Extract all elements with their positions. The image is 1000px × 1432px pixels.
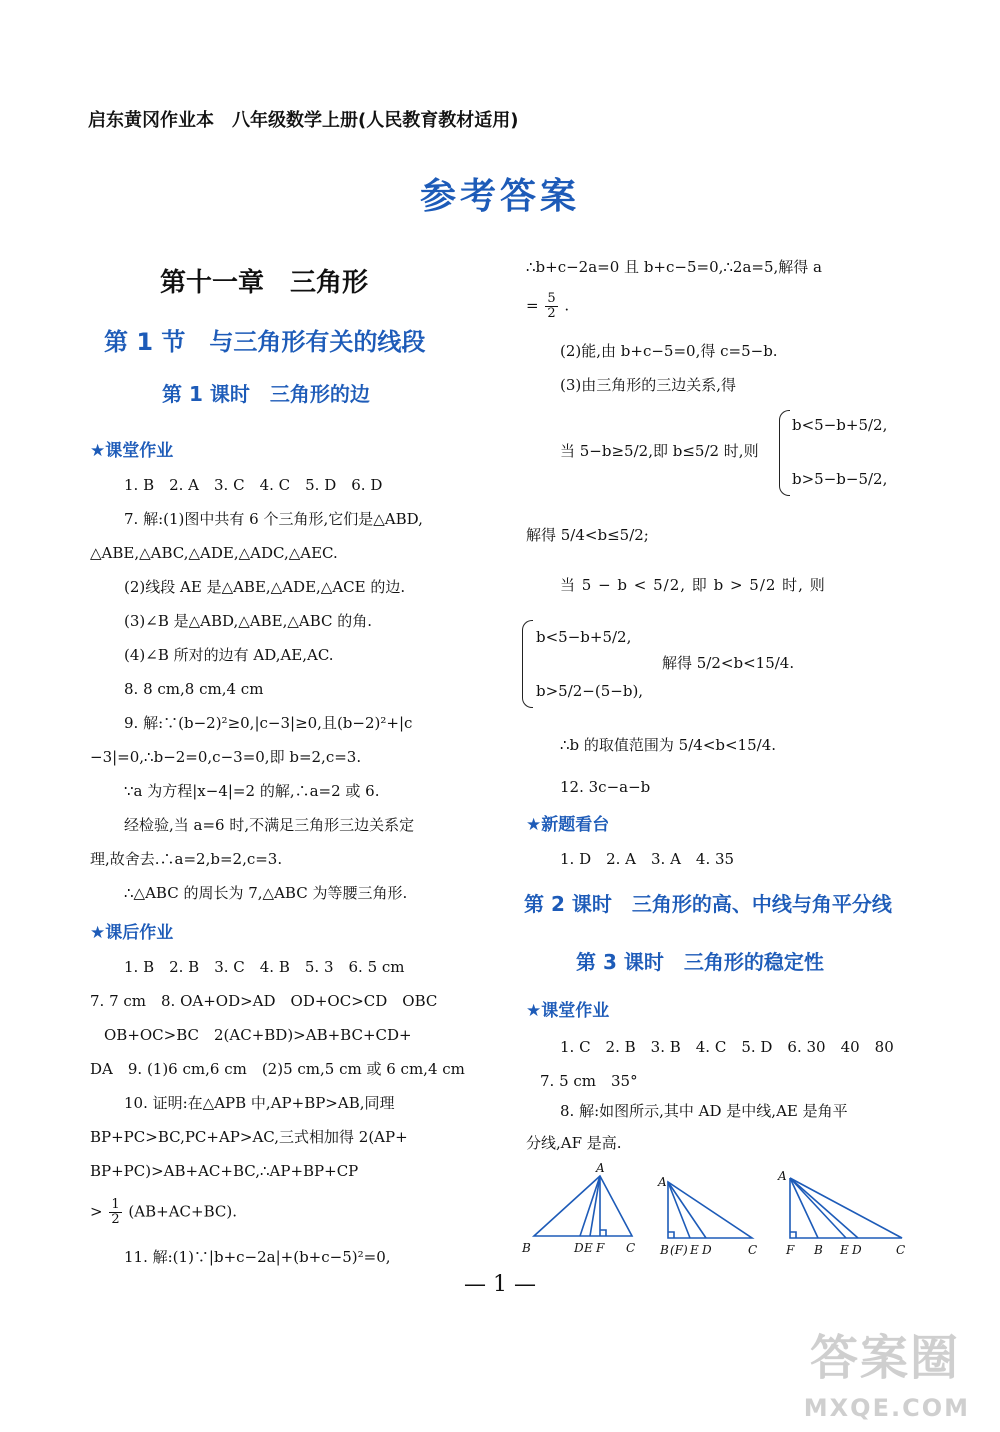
answer-line: 7. 7 cm 8. OA+OD>AD OD+OC>CD OBC [90, 992, 438, 1010]
answer-line: (4)∠B 所对的边有 AD,AE,AC. [124, 646, 334, 664]
answer-line: 8. 解:如图所示,其中 AD 是中线,AE 是角平 [560, 1102, 848, 1120]
svg-text:E: E [584, 1241, 593, 1255]
answer-line: 1. B 2. B 3. C 4. B 5. 3 6. 5 cm [124, 958, 405, 976]
answer-line: 当 5 − b < 5/2, 即 b > 5/2 时, 则 [560, 576, 826, 594]
inequality-line: b>5/2−(5−b), [536, 682, 644, 700]
book-header: 启东黄冈作业本 八年级数学上册(人民教育教材适用) [88, 110, 519, 131]
inequality-line: b<5−b+5/2, [536, 628, 632, 646]
svg-text:E: E [840, 1243, 849, 1257]
page-number: — 1 — [464, 1272, 536, 1297]
answer-line: 10. 证明:在△APB 中,AP+BP>AB,同理 [124, 1094, 395, 1112]
svg-text:D: D [574, 1241, 584, 1255]
svg-text:D: D [702, 1243, 712, 1257]
answer-line: 9. 解:∵(b−2)²≥0,|c−3|≥0,且(b−2)²+|c [124, 714, 413, 732]
answer-line: 经检验,当 a=6 时,不满足三角形三边关系定 [124, 816, 415, 834]
answer-line: = $\frac{5}{2}$ . [526, 291, 570, 321]
answer-line: 当 5−b≥5/2,即 b≤5/2 时,则 [560, 442, 759, 460]
answer-line: 1. D 2. A 3. A 4. 35 [560, 850, 735, 868]
triangle-figure-3 [776, 1166, 910, 1260]
svg-text:A: A [658, 1175, 667, 1189]
answer-line: 解得 5/2<b<15/4. [662, 654, 795, 672]
subsection-heading: ★课堂作业 [526, 1001, 610, 1021]
answer-line: (2)线段 AE 是△ABE,△ADE,△ACE 的边. [124, 578, 406, 596]
answer-line: OB+OC>BC 2(AC+BD)>AB+BC+CD+ [104, 1026, 412, 1044]
svg-text:C: C [748, 1243, 758, 1257]
answer-line: 1. C 2. B 3. B 4. C 5. D 6. 30 40 80 [560, 1038, 894, 1056]
svg-text:F: F [786, 1243, 795, 1257]
answer-line: 解得 5/4<b≤5/2; [526, 526, 649, 544]
triangle-figure-2 [656, 1172, 766, 1260]
answer-line: (3)∠B 是△ABD,△ABE,△ABC 的角. [124, 612, 373, 630]
lesson-heading: 第 2 课时 三角形的高、中线与角平分线 [524, 892, 892, 916]
answer-line: ∴b 的取值范围为 5/4<b<15/4. [560, 736, 777, 754]
page-title: 参考答案 [419, 176, 580, 217]
svg-text:(F): (F) [670, 1243, 688, 1257]
subsection-heading: ★课后作业 [90, 923, 174, 943]
answer-line: △ABE,△ABC,△ADE,△ADC,△AEC. [90, 544, 338, 562]
subsection-heading: ★课堂作业 [90, 441, 174, 461]
answer-line: −3|=0,∴b−2=0,c−3=0,即 b=2,c=3. [90, 748, 362, 766]
answer-line: (2)能,由 b+c−5=0,得 c=5−b. [560, 342, 778, 360]
section-heading: 第 1 节 与三角形有关的线段 [104, 328, 426, 356]
system-brace [522, 620, 533, 708]
svg-text:F: F [596, 1241, 605, 1255]
answer-line: 1. B 2. A 3. C 4. C 5. D 6. D [124, 476, 383, 494]
answer-line: DA 9. (1)6 cm,6 cm (2)5 cm,5 cm 或 6 cm,4 cm [90, 1060, 465, 1078]
answer-line: ∴△ABC 的周长为 7,△ABC 为等腰三角形. [124, 884, 408, 902]
svg-text:B: B [660, 1243, 669, 1257]
chapter-heading: 第十一章 三角形 [160, 268, 369, 298]
answer-line: (3)由三角形的三边关系,得 [560, 376, 737, 394]
answer-line: BP+PC)>AB+AC+BC,∴AP+BP+CP [90, 1162, 359, 1180]
system-brace [779, 410, 790, 496]
svg-text:B: B [814, 1243, 823, 1257]
svg-text:D: D [852, 1243, 862, 1257]
answer-line: > $\frac{1}{2}$ (AB+AC+BC). [90, 1197, 237, 1227]
answer-line: 8. 8 cm,8 cm,4 cm [124, 680, 264, 698]
lesson-heading: 第 1 课时 三角形的边 [162, 382, 370, 406]
subsection-heading: ★新题看台 [526, 815, 610, 835]
answer-line: 7. 5 cm 35° [540, 1072, 638, 1090]
answer-line: ∵a 为方程|x−4|=2 的解,∴a=2 或 6. [124, 782, 380, 800]
svg-text:A: A [596, 1161, 605, 1175]
inequality-line: b>5−b−5/2, [792, 470, 888, 488]
watermark-logo: 答案圈 [809, 1330, 960, 1386]
watermark-url: MXQE.COM [803, 1394, 970, 1422]
lesson-heading: 第 3 课时 三角形的稳定性 [576, 950, 824, 974]
svg-text:E: E [690, 1243, 699, 1257]
answer-line: 理,故舍去.∴a=2,b=2,c=3. [90, 850, 283, 868]
answer-line: 11. 解:(1)∵|b+c−2a|+(b+c−5)²=0, [124, 1248, 391, 1266]
svg-text:C: C [896, 1243, 906, 1257]
svg-text:C: C [626, 1241, 636, 1255]
answer-line: BP+PC>BC,PC+AP>AC,三式相加得 2(AP+ [90, 1128, 408, 1146]
inequality-line: b<5−b+5/2, [792, 416, 888, 434]
svg-text:A: A [778, 1169, 787, 1183]
answer-line: 7. 解:(1)图中共有 6 个三角形,它们是△ABD, [124, 510, 423, 528]
answer-line: ∴b+c−2a=0 且 b+c−5=0,∴2a=5,解得 a [526, 258, 823, 276]
answer-line: 12. 3c−a−b [560, 778, 651, 796]
triangle-figure-1 [520, 1160, 640, 1260]
answer-line: 分线,AF 是高. [526, 1134, 622, 1152]
svg-text:B: B [522, 1241, 531, 1255]
